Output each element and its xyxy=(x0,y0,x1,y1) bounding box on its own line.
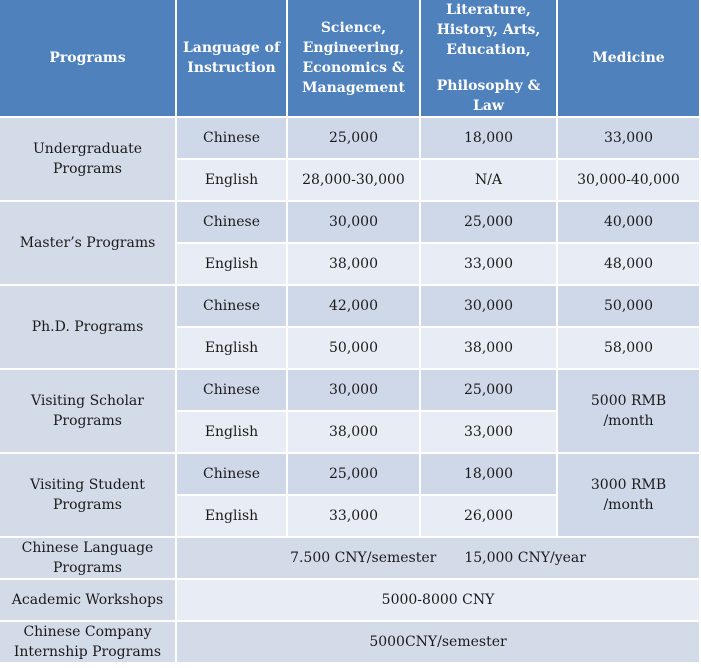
medicine-fee-cell: 40,000 xyxy=(558,202,699,242)
cell-text: Programs xyxy=(52,497,122,513)
medicine-fee-cell xyxy=(558,454,699,536)
medicine-fee-cell: 48,000 xyxy=(558,244,699,284)
program-name-cell xyxy=(0,286,175,368)
program-name-cell xyxy=(0,454,175,536)
header-science: Science, Engineering, Economics & Management xyxy=(288,0,419,116)
cell-text: Chinese Company xyxy=(23,624,152,640)
header-programs: Programs xyxy=(0,0,175,116)
science-fee-cell: 28,000-30,000 xyxy=(288,160,419,200)
program-name-cell xyxy=(0,370,175,452)
science-fee-cell: 38,000 xyxy=(288,244,419,284)
table-row xyxy=(0,202,699,242)
cell-text: Internship Programs xyxy=(13,644,162,660)
literature-fee-cell: 38,000 xyxy=(421,328,556,368)
medicine-fee-cell: 50,000 xyxy=(558,286,699,326)
literature-fee-cell: 33,000 xyxy=(421,244,556,284)
header-literature: Literature, History, Arts, Education, Philosophy & Law xyxy=(421,0,556,116)
literature-fee-cell: 33,000 xyxy=(421,412,556,452)
medicine-fee-cell xyxy=(558,370,699,452)
cell-text: Visiting Scholar xyxy=(31,393,144,409)
science-fee-cell: 30,000 xyxy=(288,370,419,410)
literature-fee-cell: 26,000 xyxy=(421,496,556,536)
medicine-fee-cell: 30,000-40,000 xyxy=(558,160,699,200)
cell-text: Master’s Programs xyxy=(19,235,156,251)
program-name-cell xyxy=(0,118,175,200)
program-name-cell xyxy=(0,538,175,578)
science-fee-cell: 42,000 xyxy=(288,286,419,326)
literature-fee-cell: 25,000 xyxy=(421,370,556,410)
cell-text: Programs xyxy=(52,161,122,177)
cell-text: 5000CNY/semester xyxy=(369,634,507,650)
literature-fee-cell: 25,000 xyxy=(421,202,556,242)
cell-text: Undergraduate xyxy=(33,141,142,157)
cell-text: Programs xyxy=(52,560,122,576)
language-cell: English xyxy=(177,412,286,452)
fee-value-cell xyxy=(177,538,699,578)
language-cell: Chinese xyxy=(177,286,286,326)
cell-text: Chinese Language xyxy=(21,540,154,556)
cell-text: /month xyxy=(603,497,654,513)
science-fee-cell: 30,000 xyxy=(288,202,419,242)
cell-text: Ph.D. Programs xyxy=(31,319,144,335)
language-cell: English xyxy=(177,160,286,200)
cell-text: 15,000 CNY/year xyxy=(464,550,586,566)
language-cell: English xyxy=(177,496,286,536)
language-cell: Chinese xyxy=(177,202,286,242)
cell-text: Academic Workshops xyxy=(11,592,164,608)
language-cell: English xyxy=(177,244,286,284)
program-name-cell xyxy=(0,580,175,620)
cell-text: 3000 RMB xyxy=(590,477,667,493)
cell-text: 5000-8000 CNY xyxy=(381,592,495,608)
fee-value-cell xyxy=(177,622,699,662)
program-name-cell xyxy=(0,202,175,284)
science-fee-cell: 33,000 xyxy=(288,496,419,536)
header-row xyxy=(0,0,699,116)
language-cell: Chinese xyxy=(177,454,286,494)
medicine-fee-cell: 33,000 xyxy=(558,118,699,158)
literature-fee-cell: N/A xyxy=(421,160,556,200)
science-fee-cell: 25,000 xyxy=(288,118,419,158)
table-row xyxy=(0,286,699,326)
cell-text: 5000 RMB xyxy=(590,393,667,409)
language-cell: Chinese xyxy=(177,370,286,410)
table-row xyxy=(0,370,699,410)
header-language: Language of Instruction xyxy=(177,0,286,116)
table-row xyxy=(0,580,699,620)
language-cell: English xyxy=(177,328,286,368)
language-cell: Chinese xyxy=(177,118,286,158)
table-row xyxy=(0,538,699,578)
table-row xyxy=(0,118,699,158)
science-fee-cell: 25,000 xyxy=(288,454,419,494)
cell-text: 7.500 CNY/semester xyxy=(290,550,437,566)
literature-fee-cell: 18,000 xyxy=(421,454,556,494)
cell-text: /month xyxy=(603,413,654,429)
cell-text: Visiting Student xyxy=(30,477,145,493)
fee-value-cell xyxy=(177,580,699,620)
table-row xyxy=(0,454,699,494)
header-medicine: Medicine xyxy=(558,0,699,116)
cell-text: Programs xyxy=(52,413,122,429)
literature-fee-cell: 18,000 xyxy=(421,118,556,158)
science-fee-cell: 38,000 xyxy=(288,412,419,452)
science-fee-cell: 50,000 xyxy=(288,328,419,368)
medicine-fee-cell: 58,000 xyxy=(558,328,699,368)
literature-fee-cell: 30,000 xyxy=(421,286,556,326)
program-name-cell xyxy=(0,622,175,662)
table-row xyxy=(0,622,699,662)
